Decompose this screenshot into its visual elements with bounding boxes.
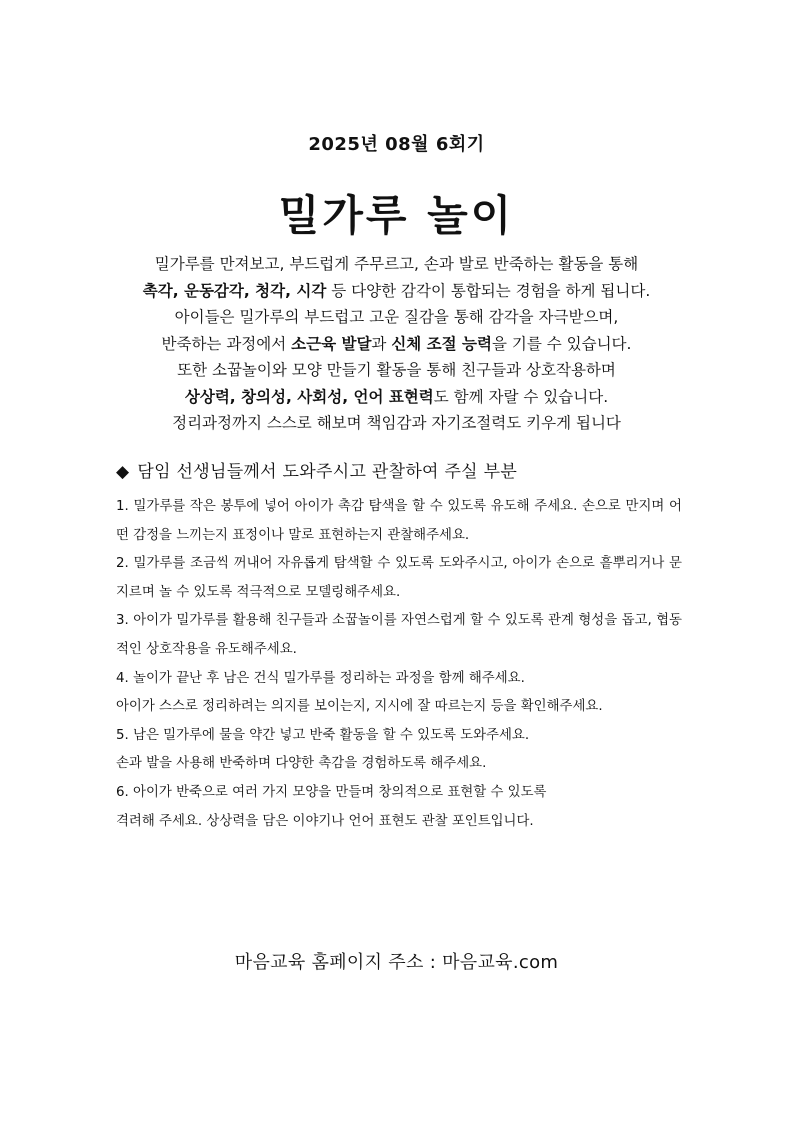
guide-item: 2. 밀가루를 조금씩 꺼내어 자유롭게 탐색할 수 있도록 도와주시고, 아이가 손으로 흩뿌리거나 문지르며 놀 수 있도록 적극적으로 모델링해주세요.: [116, 556, 682, 600]
guide-item: 1. 밀가루를 작은 봉투에 넣어 아이가 촉감 탐색을 할 수 있도록 유도해 주세요. 손으로 만지며 어떤 감정을 느끼는지 표정이나 말로 표현하는지 관찰해주세요.: [116, 499, 682, 543]
intro-line: 밀가루를 만져보고, 부드럽게 주무르고, 손과 발로 반죽하는 활동을 통해: [154, 255, 639, 273]
intro-emphasis: 소근육 발달: [291, 334, 372, 353]
session-date: 2025년 08월 6회기: [308, 134, 485, 155]
intro-line: 정리과정까지 스스로 해보며 책임감과 자기조절력도 키우게 됩니다: [172, 414, 621, 432]
intro-text: 등 다양한 감각이 통합되는 경험을 하게 됩니다.: [326, 281, 651, 300]
guide-item: 손과 발을 사용해 반죽하며 다양한 촉감을 경험하도록 해주세요.: [116, 756, 487, 772]
guide-heading-text: 담임 선생님들께서 도와주시고 관찰하여 주실 부분: [137, 462, 518, 482]
intro-text: 과: [371, 334, 392, 353]
intro-line: [40, 331, 753, 358]
guide-item: 6. 아이가 반죽으로 여러 가지 모양을 만들며 창의적으로 표현할 수 있도록: [116, 784, 547, 800]
intro-emphasis: 상상력, 창의성, 사회성, 언어 표현력: [184, 387, 434, 406]
intro-line: [40, 278, 753, 305]
intro-text: 반죽하는 과정에서: [161, 334, 292, 353]
guide-list: [116, 493, 682, 836]
intro-text: 을 기를 수 있습니다.: [491, 334, 632, 353]
intro-line: [40, 384, 753, 411]
guide-heading: [116, 457, 517, 482]
diamond-bullet-icon: ◆: [116, 462, 130, 482]
intro-line: 아이들은 밀가루의 부드럽고 고운 질감을 통해 감각을 자극받으며,: [174, 308, 619, 326]
homepage-footer: 마음교육 홈페이지 주소 : 마음교육.com: [234, 952, 559, 973]
intro-paragraph: [40, 251, 753, 437]
guide-item: 격려해 주세요. 상상력을 담은 이야기나 언어 표현도 관찰 포인트입니다.: [116, 813, 534, 829]
guide-item: 5. 남은 밀가루에 물을 약간 넣고 반죽 활동을 할 수 있도록 도와주세요.: [116, 727, 530, 743]
intro-emphasis: 신체 조절 능력: [391, 334, 492, 353]
intro-emphasis: 촉각, 운동감각, 청각, 시각: [142, 281, 327, 300]
guide-item: 아이가 스스로 정리하려는 의지를 보이는지, 지시에 잘 따르는지 등을 확인해주세요.: [116, 699, 603, 715]
guide-item: 3. 아이가 밀가루를 활용해 친구들과 소꿉놀이를 자연스럽게 할 수 있도록 관계 형성을 돕고, 협동적인 상호작용을 유도해주세요.: [116, 613, 682, 657]
page-title: 밀가루 놀이: [278, 191, 515, 240]
intro-text: 도 함께 자랄 수 있습니다.: [433, 387, 609, 406]
guide-item: 4. 놀이가 끝난 후 남은 건식 밀가루를 정리하는 과정을 함께 해주세요.: [116, 670, 525, 686]
intro-line: 또한 소꿉놀이와 모양 만들기 활동을 통해 친구들과 상호작용하며: [177, 361, 616, 379]
